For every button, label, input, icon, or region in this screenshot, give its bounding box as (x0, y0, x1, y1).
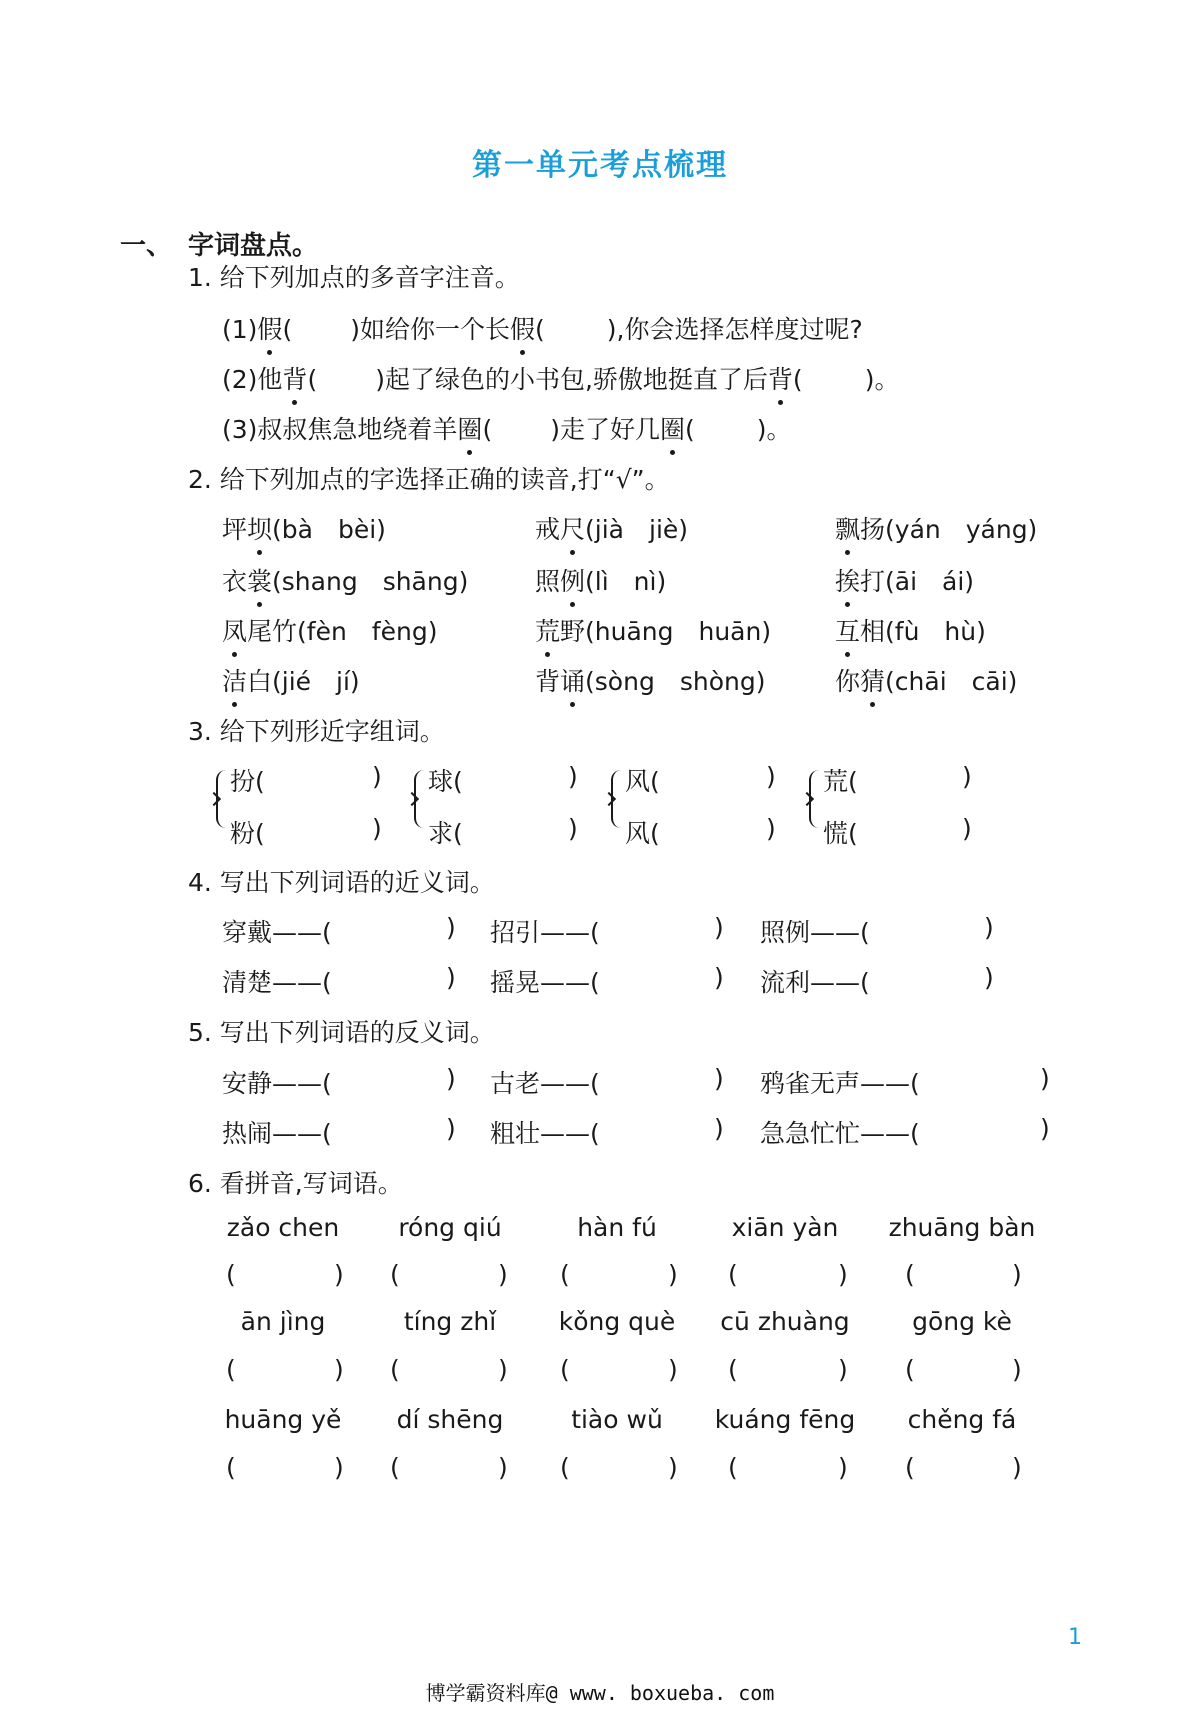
section-label: 字词盘点。 (188, 231, 319, 261)
q2-item-options[interactable]: 白(jié jí) (247, 667, 360, 696)
q5-close-paren: ) (446, 1114, 456, 1143)
q6-close-paren: ) (838, 1260, 848, 1289)
q6-close-paren: ) (668, 1453, 678, 1482)
q5-close-paren: ) (1040, 1064, 1050, 1093)
q6-close-paren: ) (1012, 1453, 1022, 1482)
q4-answer-blank[interactable] (366, 913, 438, 943)
q6-answer-blank[interactable] (574, 1355, 664, 1385)
q5-close-paren: ) (714, 1114, 724, 1143)
q1-l3-part-a: (3)叔叔焦急地绕着羊 (222, 415, 458, 444)
q3-answer-blank[interactable] (665, 762, 762, 792)
q2-item-options[interactable]: 扬(yán yáng) (860, 515, 1038, 544)
q3-answer-blank[interactable] (863, 762, 958, 792)
q2-item-options[interactable]: 尾竹(fèn fèng) (247, 617, 438, 646)
q1-line-2 (222, 360, 899, 396)
q4-answer-blank[interactable] (904, 913, 976, 943)
q3-char-top: 球( (428, 767, 463, 796)
q6-open-paren: ( (905, 1355, 915, 1384)
brace-icon (216, 770, 228, 828)
q5-close-paren: ) (1040, 1114, 1050, 1143)
q2-item-options[interactable]: 野(huāng huān) (560, 617, 772, 646)
q2-item (535, 612, 771, 648)
q1-l2-part-d: )起了绿色的小书包,骄傲地挺直了后 (375, 365, 768, 394)
q4-close-paren: ) (446, 913, 456, 942)
q6-pinyin-label: tiào wǔ (571, 1405, 663, 1434)
q6-open-paren: ( (226, 1260, 236, 1289)
q4-word-item: 招引——( (490, 918, 600, 947)
q3-close-paren: ) (766, 762, 776, 791)
q6-pinyin-label: gōng kè (912, 1307, 1012, 1336)
q6-answer-blank[interactable] (919, 1453, 1008, 1483)
q6-close-paren: ) (334, 1355, 344, 1384)
q4-word-item: 清楚——( (222, 968, 332, 997)
q2-item-dotted-char: 猜 (860, 662, 885, 698)
q6-close-paren: ) (498, 1260, 508, 1289)
q2-item-dotted-char: 尺 (560, 510, 585, 546)
q6-pinyin-label: ān jìng (240, 1307, 326, 1336)
q6-pinyin-label: cū zhuàng (720, 1307, 850, 1336)
q1-l3-dotted-char-2: 圈 (660, 410, 685, 446)
q6-open-paren: ( (560, 1260, 570, 1289)
q5-close-paren: ) (714, 1064, 724, 1093)
q4-word-item: 穿戴——( (222, 918, 332, 947)
q6-answer-blank[interactable] (742, 1355, 834, 1385)
q3-char-top: 风( (625, 767, 660, 796)
q3-char-bottom: 求( (428, 819, 463, 848)
q3-char-top: 荒( (823, 767, 858, 796)
q2-item-char: 背 (535, 667, 561, 696)
q2-item-char: 坪 (222, 515, 248, 544)
q1-l2-dotted-char-2: 背 (768, 360, 793, 396)
q6-pinyin-label: kǒng què (558, 1307, 676, 1336)
q2-item (222, 562, 468, 598)
q1-l3-open-paren-2: ( (684, 415, 695, 444)
brace-icon (611, 770, 623, 828)
q2-item-dotted-char: 互 (835, 612, 860, 648)
q6-answer-blank[interactable] (742, 1453, 834, 1483)
q6-close-paren: ) (668, 1355, 678, 1384)
q1-l1-part-d: )如给你一个长 (350, 315, 510, 344)
q3-close-paren: ) (766, 814, 776, 843)
q6-close-paren: ) (1012, 1355, 1022, 1384)
q3-char-bottom: 风( (625, 819, 660, 848)
q5-answer-blank[interactable] (366, 1064, 438, 1094)
q3-close-paren: ) (372, 814, 382, 843)
q6-answer-blank[interactable] (742, 1260, 834, 1290)
q3-answer-blank[interactable] (270, 762, 368, 792)
q2-item (835, 510, 1037, 546)
q2-item (535, 510, 688, 546)
q2-item (535, 662, 765, 698)
q1-l2-part-a: (2)他 (222, 365, 283, 394)
q2-item (222, 612, 437, 648)
q1-l3-part-d: )走了好几 (550, 415, 660, 444)
q4-word-item: 流利——( (760, 968, 870, 997)
q5-word-item: 粗壮——( (490, 1119, 600, 1148)
q6-answer-blank[interactable] (404, 1355, 494, 1385)
q6-open-paren: ( (390, 1453, 400, 1482)
q3-char-bottom: 慌( (823, 819, 858, 848)
q1-l1-dotted-char-2: 假 (510, 310, 535, 346)
q6-open-paren: ( (390, 1355, 400, 1384)
q2-item (835, 562, 974, 598)
q5-answer-blank[interactable] (634, 1064, 706, 1094)
q6-close-paren: ) (334, 1453, 344, 1482)
q2-item-options[interactable]: (sòng shòng) (585, 667, 766, 696)
q4-answer-blank[interactable] (904, 963, 976, 993)
question-6-title: 6. 看拼音,写词语。 (188, 1169, 403, 1198)
q2-item-dotted-char: 洁 (222, 662, 247, 698)
question-5-title: 5. 写出下列词语的反义词。 (188, 1018, 495, 1047)
q6-open-paren: ( (728, 1355, 738, 1384)
q6-open-paren: ( (226, 1453, 236, 1482)
q2-item-char: 戒 (535, 515, 561, 544)
page-title: 第一单元考点梳理 (472, 148, 728, 183)
section-heading (120, 225, 318, 262)
q6-open-paren: ( (905, 1453, 915, 1482)
q6-pinyin-label: huāng yě (224, 1405, 342, 1434)
q4-answer-blank[interactable] (634, 913, 706, 943)
q1-line-3 (222, 410, 792, 446)
q3-answer-blank[interactable] (665, 814, 762, 844)
q4-answer-blank[interactable] (366, 963, 438, 993)
q2-item-options[interactable]: 相(fù hù) (860, 617, 986, 646)
q6-answer-blank[interactable] (240, 1260, 330, 1290)
q1-l1-open-paren-2: ( (534, 315, 545, 344)
q1-l3-dotted-char-1: 圈 (457, 410, 482, 446)
q3-close-paren: ) (962, 814, 972, 843)
q1-l2-open-paren-2: ( (792, 365, 803, 394)
q2-item-dotted-char: 诵 (560, 662, 585, 698)
q6-pinyin-label: kuáng fēng (714, 1405, 856, 1434)
q2-item-dotted-char: 凤 (222, 612, 247, 648)
q6-open-paren: ( (728, 1453, 738, 1482)
q1-l1-open-paren-1: ( (282, 315, 293, 344)
q6-close-paren: ) (498, 1453, 508, 1482)
q2-item-options[interactable]: (chāi cāi) (885, 667, 1018, 696)
q4-close-paren: ) (714, 913, 724, 942)
q5-word-item: 鸦雀无声——( (760, 1069, 920, 1098)
q6-open-paren: ( (560, 1453, 570, 1482)
q6-open-paren: ( (226, 1355, 236, 1384)
q1-l1-part-g: ),你会选择怎样度过呢? (606, 315, 863, 344)
page-number: 1 (1068, 1625, 1082, 1650)
question-1-title: 1. 给下列加点的多音字注音。 (188, 263, 520, 292)
q2-item-dotted-char: 例 (560, 562, 585, 598)
q6-answer-blank[interactable] (404, 1260, 494, 1290)
q5-word-item: 安静——( (222, 1069, 332, 1098)
q5-answer-blank[interactable] (960, 1064, 1032, 1094)
q5-word-item: 古老——( (490, 1069, 600, 1098)
q5-answer-blank[interactable] (634, 1114, 706, 1144)
q6-close-paren: ) (668, 1260, 678, 1289)
q6-answer-blank[interactable] (919, 1260, 1008, 1290)
q1-l1-part-a: (1) (222, 315, 258, 344)
q2-item (222, 510, 386, 546)
q2-item-char: 衣 (222, 567, 248, 596)
q4-close-paren: ) (984, 913, 994, 942)
q6-answer-blank[interactable] (404, 1453, 494, 1483)
section-number: 一、 (120, 231, 173, 261)
q5-word-item: 急急忙忙——( (760, 1119, 920, 1148)
question-4-title: 4. 写出下列词语的近义词。 (188, 868, 495, 897)
q1-l1-dotted-char-1: 假 (257, 310, 282, 346)
q2-item (835, 612, 986, 648)
q6-open-paren: ( (390, 1260, 400, 1289)
q4-close-paren: ) (984, 963, 994, 992)
q5-answer-blank[interactable] (366, 1114, 438, 1144)
q2-item-options[interactable]: (bà bèi) (272, 515, 386, 544)
question-3-title: 3. 给下列形近字组词。 (188, 717, 445, 746)
q2-item-dotted-char: 飘 (835, 510, 860, 546)
footer-watermark: 博学霸资料库@ www. boxueba. com (425, 1681, 775, 1705)
q6-answer-blank[interactable] (919, 1355, 1008, 1385)
q2-item-options[interactable]: 打(āi ái) (860, 567, 975, 596)
q6-open-paren: ( (560, 1355, 570, 1384)
q6-open-paren: ( (728, 1260, 738, 1289)
q6-pinyin-label: róng qiú (398, 1213, 502, 1242)
q2-item-options[interactable]: (lì nì) (585, 567, 667, 596)
q4-close-paren: ) (714, 963, 724, 992)
q3-answer-blank[interactable] (270, 814, 368, 844)
q6-answer-blank[interactable] (574, 1260, 664, 1290)
q2-item-options[interactable]: (jià jiè) (585, 515, 689, 544)
q4-word-item: 照例——( (760, 918, 870, 947)
q3-answer-blank[interactable] (863, 814, 958, 844)
q4-close-paren: ) (446, 963, 456, 992)
brace-icon (809, 770, 821, 828)
q3-close-paren: ) (568, 762, 578, 791)
q6-pinyin-label: zǎo chen (226, 1213, 340, 1242)
q3-char-top: 扮( (230, 767, 265, 796)
q3-answer-blank[interactable] (468, 814, 564, 844)
q6-pinyin-label: tíng zhǐ (403, 1307, 497, 1336)
q6-answer-blank[interactable] (240, 1453, 330, 1483)
q2-item-options[interactable]: (shang shāng) (272, 567, 469, 596)
q1-l2-dotted-char-1: 背 (282, 360, 307, 396)
q2-item-dotted-char: 坝 (247, 510, 272, 546)
q2-item (835, 662, 1017, 698)
q1-l3-part-g: )。 (756, 415, 792, 444)
q5-answer-blank[interactable] (960, 1114, 1032, 1144)
q4-answer-blank[interactable] (634, 963, 706, 993)
q6-close-paren: ) (838, 1453, 848, 1482)
q6-answer-blank[interactable] (240, 1355, 330, 1385)
brace-icon (414, 770, 426, 828)
q6-open-paren: ( (905, 1260, 915, 1289)
q2-item (535, 562, 666, 598)
q3-answer-blank[interactable] (468, 762, 564, 792)
q6-close-paren: ) (1012, 1260, 1022, 1289)
q6-pinyin-label: chěng fá (907, 1405, 1017, 1434)
q6-pinyin-label: hàn fú (577, 1213, 657, 1242)
q6-pinyin-label: zhuāng bàn (888, 1213, 1036, 1242)
q2-item (222, 662, 360, 698)
q6-pinyin-label: dí shēng (396, 1405, 504, 1434)
q1-l2-open-paren-1: ( (307, 365, 318, 394)
q1-l2-part-g: )。 (864, 365, 900, 394)
q3-close-paren: ) (568, 814, 578, 843)
q1-line-1 (222, 310, 863, 346)
q1-l3-open-paren-1: ( (482, 415, 493, 444)
q2-item-char: 你 (835, 667, 861, 696)
q5-close-paren: ) (446, 1064, 456, 1093)
q2-item-dotted-char: 荒 (535, 612, 560, 648)
q2-item-dotted-char: 裳 (247, 562, 272, 598)
q2-item-char: 照 (535, 567, 561, 596)
question-2-title: 2. 给下列加点的字选择正确的读音,打“√”。 (188, 465, 670, 494)
q3-close-paren: ) (962, 762, 972, 791)
q6-close-paren: ) (334, 1260, 344, 1289)
q3-char-bottom: 粉( (230, 819, 265, 848)
q6-close-paren: ) (498, 1355, 508, 1384)
q4-word-item: 摇晃——( (490, 968, 600, 997)
q6-pinyin-label: xiān yàn (731, 1213, 839, 1242)
q6-answer-blank[interactable] (574, 1453, 664, 1483)
q2-item-dotted-char: 挨 (835, 562, 860, 598)
q3-close-paren: ) (372, 762, 382, 791)
q6-close-paren: ) (838, 1355, 848, 1384)
q5-word-item: 热闹——( (222, 1119, 332, 1148)
